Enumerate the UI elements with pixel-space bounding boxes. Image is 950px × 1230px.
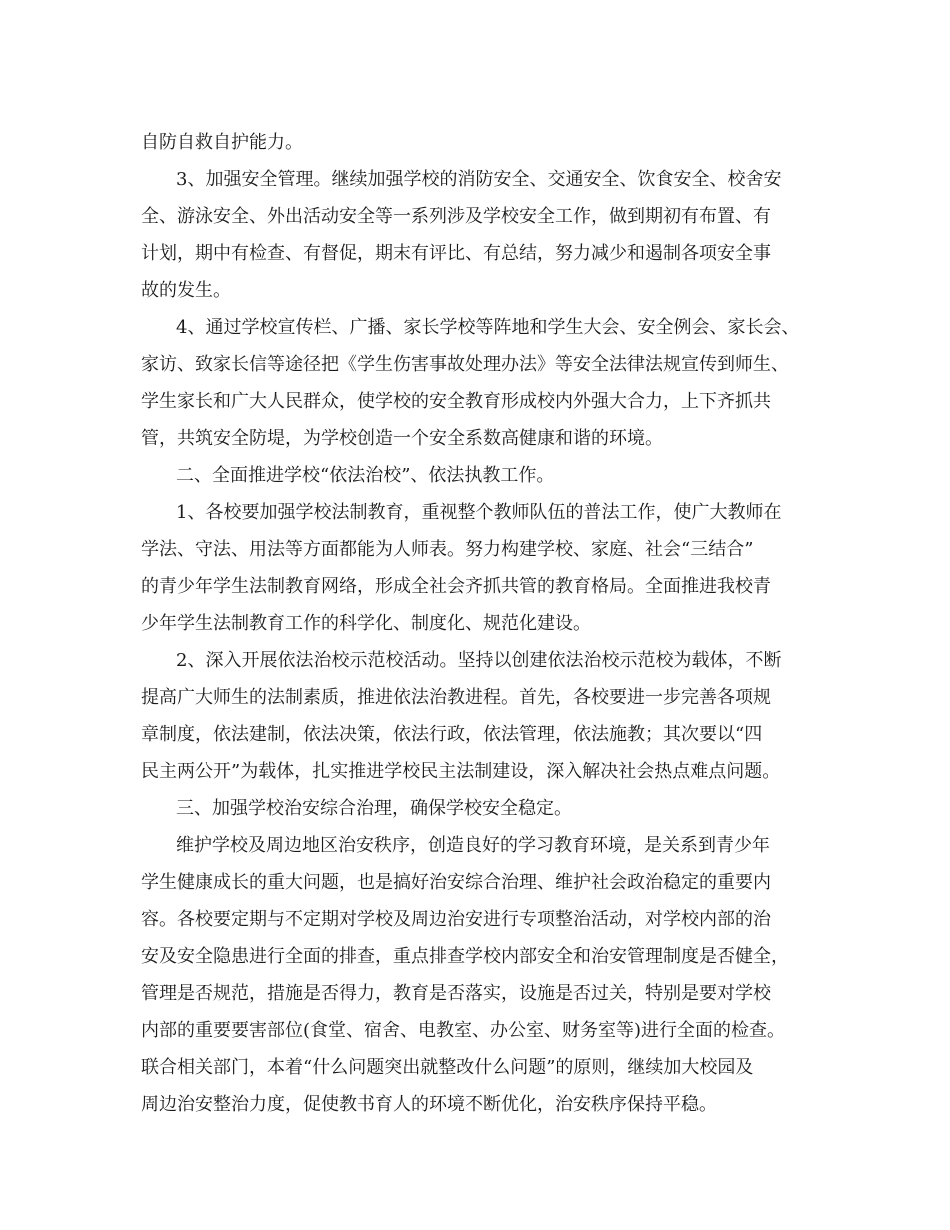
- text-line: 3、加强安全管理。继续加强学校的消防安全、交通安全、饮食安全、校舍安: [176, 169, 782, 190]
- section-heading: 三、加强学校治安综合治理，确保学校安全稳定。: [176, 798, 572, 819]
- text-line: 学生健康成长的重大问题，也是搞好治安综合治理、维护社会政治稳定的重要内: [141, 872, 771, 893]
- text-line: 提高广大师生的法制素质，推进依法治教进程。首先，各校要进一步完善各项规: [141, 687, 771, 708]
- text-line: 少年学生法制教育工作的科学化、制度化、规范化建设。: [141, 613, 591, 634]
- text-line: 内部的重要要害部位(食堂、宿舍、电教室、办公室、财务室等)进行全面的检查。: [141, 1020, 786, 1041]
- text-line: 民主两公开”为载体，扎实推进学校民主法制建设，深入解决社会热点难点问题。: [141, 761, 781, 782]
- text-line: 学法、守法、用法等方面都能为人师表。努力构建学校、家庭、社会“三结合”: [141, 539, 754, 560]
- section-heading: 二、全面推进学校“依法治校”、依法执教工作。: [176, 465, 555, 486]
- text-line: 联合相关部门，本着“什么问题突出就整改什么问题”的原则，继续加大校园及: [141, 1057, 754, 1078]
- text-line: 自防自救自护能力。: [141, 132, 303, 153]
- text-line: 章制度，依法建制，依法决策，依法行政，依法管理，依法施教；其次要以“四: [141, 724, 763, 745]
- text-line: 管，共筑安全防堤，为学校创造一个安全系数高健康和谐的环境。: [141, 428, 663, 449]
- text-line: 周边治安整治力度，促使教书育人的环境不断优化，治安秩序保持平稳。: [141, 1094, 717, 1115]
- text-line: 管理是否规范，措施是否得力，教育是否落实，设施是否过关，特别是要对学校: [141, 983, 771, 1004]
- text-line: 的青少年学生法制教育网络，形成全社会齐抓共管的教育格局。全面推进我校青: [141, 576, 771, 597]
- text-line: 2、深入开展依法治校示范校活动。坚持以创建依法治校示范校为载体，不断: [176, 650, 782, 671]
- text-line: 安及安全隐患进行全面的排查，重点排查学校内部安全和治安管理制度是否健全，: [141, 946, 789, 967]
- text-line: 家访、致家长信等途径把《学生伤害事故处理办法》等安全法律法规宣传到师生、: [141, 354, 789, 375]
- text-line: 维护学校及周边地区治安秩序，创造良好的学习教育环境，是关系到青少年: [176, 835, 770, 856]
- text-line: 全、游泳安全、外出活动安全等一系列涉及学校安全工作，做到期初有布置、有: [141, 206, 771, 227]
- text-line: 学生家长和广大人民群众，使学校的安全教育形成校内外强大合力，上下齐抓共: [141, 391, 771, 412]
- text-line: 计划，期中有检查、有督促，期末有评比、有总结，努力减少和遏制各项安全事: [141, 243, 771, 264]
- text-line: 容。各校要定期与不定期对学校及周边治安进行专项整治活动，对学校内部的治: [141, 909, 771, 930]
- text-line: 4、通过学校宣传栏、广播、家长学校等阵地和学生大会、安全例会、家长会、: [176, 317, 800, 338]
- text-line: 1、各校要加强学校法制教育，重视整个教师队伍的普法工作，使广大教师在: [176, 502, 782, 523]
- text-line: 故的发生。: [141, 280, 231, 301]
